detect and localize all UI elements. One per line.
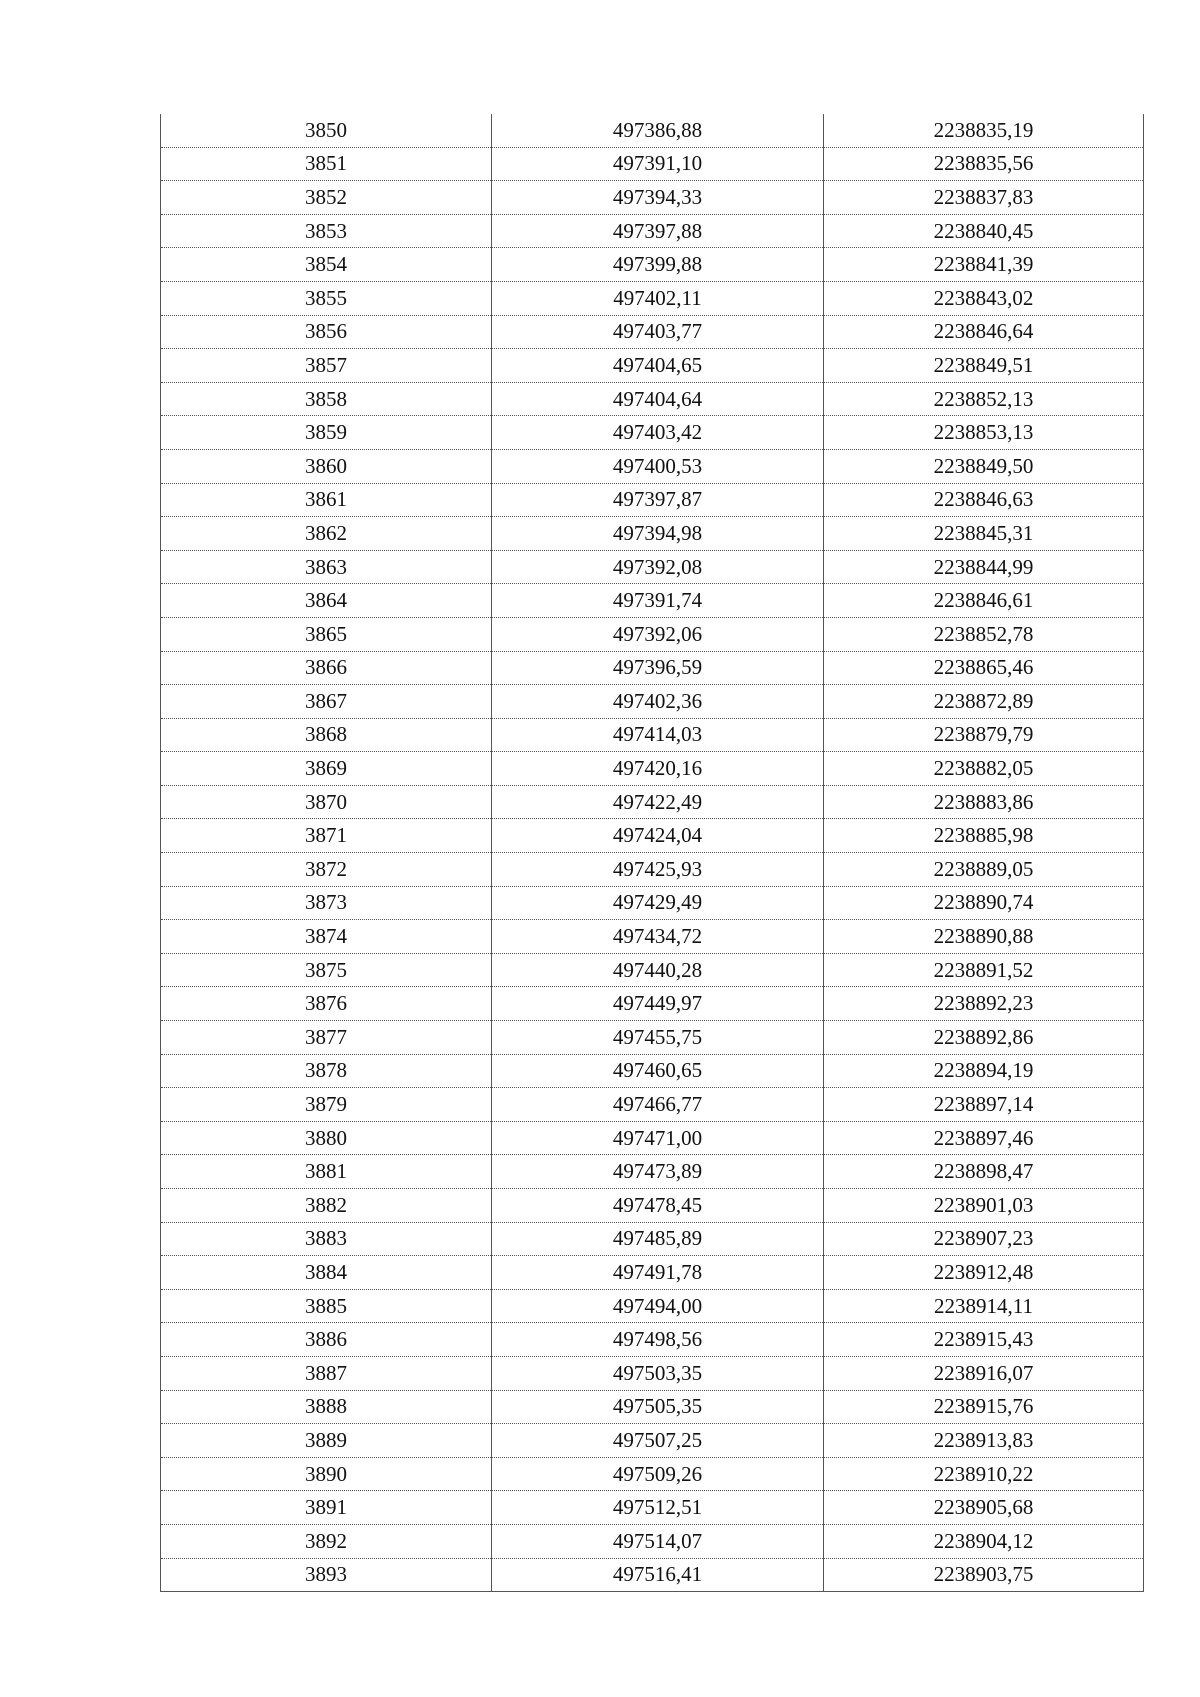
y-coordinate-cell: 2238903,75 [824,1558,1144,1592]
x-coordinate-cell: 497402,36 [492,685,824,719]
point-number-cell: 3891 [161,1491,492,1525]
x-coordinate-cell: 497424,04 [492,819,824,853]
table-row [161,853,1144,887]
point-number-cell: 3868 [161,718,492,752]
x-coordinate-cell: 497392,06 [492,617,824,651]
x-coordinate-cell: 497491,78 [492,1256,824,1290]
x-coordinate-cell: 497394,98 [492,517,824,551]
point-number-cell: 3867 [161,685,492,719]
point-number-cell: 3874 [161,920,492,954]
table-row [161,1088,1144,1122]
x-coordinate-cell: 497494,00 [492,1289,824,1323]
y-coordinate-cell: 2238901,03 [824,1189,1144,1223]
y-coordinate-cell: 2238840,45 [824,214,1144,248]
y-coordinate-cell: 2238885,98 [824,819,1144,853]
table-row [161,1524,1144,1558]
table-row [161,886,1144,920]
table-row [161,752,1144,786]
y-coordinate-cell: 2238915,43 [824,1323,1144,1357]
table-row [161,449,1144,483]
table-row [161,248,1144,282]
coordinates-table [160,114,1144,1592]
y-coordinate-cell: 2238914,11 [824,1289,1144,1323]
point-number-cell: 3851 [161,147,492,181]
table-row [161,1424,1144,1458]
x-coordinate-cell: 497403,42 [492,416,824,450]
y-coordinate-cell: 2238872,89 [824,685,1144,719]
x-coordinate-cell: 497403,77 [492,315,824,349]
y-coordinate-cell: 2238883,86 [824,785,1144,819]
y-coordinate-cell: 2238849,50 [824,449,1144,483]
point-number-cell: 3881 [161,1155,492,1189]
y-coordinate-cell: 2238846,63 [824,483,1144,517]
x-coordinate-cell: 497414,03 [492,718,824,752]
table-row [161,1054,1144,1088]
point-number-cell: 3860 [161,449,492,483]
point-number-cell: 3871 [161,819,492,853]
table-row [161,617,1144,651]
x-coordinate-cell: 497514,07 [492,1524,824,1558]
coordinates-table-body [161,114,1144,1592]
point-number-cell: 3862 [161,517,492,551]
y-coordinate-cell: 2238915,76 [824,1390,1144,1424]
table-row [161,349,1144,383]
x-coordinate-cell: 497473,89 [492,1155,824,1189]
table-row [161,685,1144,719]
point-number-cell: 3879 [161,1088,492,1122]
table-row [161,517,1144,551]
table-row [161,819,1144,853]
x-coordinate-cell: 497498,56 [492,1323,824,1357]
x-coordinate-cell: 497429,49 [492,886,824,920]
table-row [161,416,1144,450]
y-coordinate-cell: 2238912,48 [824,1256,1144,1290]
x-coordinate-cell: 497503,35 [492,1356,824,1390]
y-coordinate-cell: 2238890,88 [824,920,1144,954]
point-number-cell: 3877 [161,1021,492,1055]
point-number-cell: 3887 [161,1356,492,1390]
point-number-cell: 3859 [161,416,492,450]
table-row [161,114,1144,147]
table-row [161,214,1144,248]
point-number-cell: 3889 [161,1424,492,1458]
y-coordinate-cell: 2238898,47 [824,1155,1144,1189]
table-row [161,1155,1144,1189]
y-coordinate-cell: 2238843,02 [824,281,1144,315]
x-coordinate-cell: 497392,08 [492,550,824,584]
x-coordinate-cell: 497449,97 [492,987,824,1021]
y-coordinate-cell: 2238846,61 [824,584,1144,618]
x-coordinate-cell: 497485,89 [492,1222,824,1256]
y-coordinate-cell: 2238904,12 [824,1524,1144,1558]
y-coordinate-cell: 2238905,68 [824,1491,1144,1525]
x-coordinate-cell: 497466,77 [492,1088,824,1122]
point-number-cell: 3857 [161,349,492,383]
point-number-cell: 3885 [161,1289,492,1323]
y-coordinate-cell: 2238849,51 [824,349,1144,383]
x-coordinate-cell: 497512,51 [492,1491,824,1525]
x-coordinate-cell: 497399,88 [492,248,824,282]
table-row [161,953,1144,987]
y-coordinate-cell: 2238865,46 [824,651,1144,685]
point-number-cell: 3892 [161,1524,492,1558]
point-number-cell: 3882 [161,1189,492,1223]
x-coordinate-cell: 497404,64 [492,382,824,416]
y-coordinate-cell: 2238845,31 [824,517,1144,551]
point-number-cell: 3852 [161,181,492,215]
point-number-cell: 3864 [161,584,492,618]
point-number-cell: 3856 [161,315,492,349]
point-number-cell: 3854 [161,248,492,282]
y-coordinate-cell: 2238907,23 [824,1222,1144,1256]
table-row [161,1289,1144,1323]
point-number-cell: 3886 [161,1323,492,1357]
point-number-cell: 3863 [161,550,492,584]
x-coordinate-cell: 497394,33 [492,181,824,215]
table-row [161,1390,1144,1424]
y-coordinate-cell: 2238910,22 [824,1457,1144,1491]
table-row [161,1558,1144,1592]
point-number-cell: 3878 [161,1054,492,1088]
point-number-cell: 3872 [161,853,492,887]
table-row [161,550,1144,584]
point-number-cell: 3870 [161,785,492,819]
table-row [161,1356,1144,1390]
x-coordinate-cell: 497505,35 [492,1390,824,1424]
y-coordinate-cell: 2238879,79 [824,718,1144,752]
table-row [161,584,1144,618]
table-row [161,651,1144,685]
point-number-cell: 3875 [161,953,492,987]
table-row [161,315,1144,349]
x-coordinate-cell: 497391,10 [492,147,824,181]
y-coordinate-cell: 2238852,78 [824,617,1144,651]
point-number-cell: 3853 [161,214,492,248]
point-number-cell: 3850 [161,114,492,147]
y-coordinate-cell: 2238846,64 [824,315,1144,349]
x-coordinate-cell: 497471,00 [492,1121,824,1155]
y-coordinate-cell: 2238897,46 [824,1121,1144,1155]
point-number-cell: 3869 [161,752,492,786]
table-row [161,1121,1144,1155]
y-coordinate-cell: 2238894,19 [824,1054,1144,1088]
table-row [161,1256,1144,1290]
y-coordinate-cell: 2238844,99 [824,550,1144,584]
x-coordinate-cell: 497397,87 [492,483,824,517]
point-number-cell: 3873 [161,886,492,920]
x-coordinate-cell: 497422,49 [492,785,824,819]
point-number-cell: 3880 [161,1121,492,1155]
y-coordinate-cell: 2238852,13 [824,382,1144,416]
y-coordinate-cell: 2238882,05 [824,752,1144,786]
table-row [161,281,1144,315]
table-row [161,920,1144,954]
point-number-cell: 3866 [161,651,492,685]
y-coordinate-cell: 2238835,56 [824,147,1144,181]
y-coordinate-cell: 2238916,07 [824,1356,1144,1390]
x-coordinate-cell: 497507,25 [492,1424,824,1458]
x-coordinate-cell: 497509,26 [492,1457,824,1491]
y-coordinate-cell: 2238913,83 [824,1424,1144,1458]
table-row [161,1222,1144,1256]
x-coordinate-cell: 497425,93 [492,853,824,887]
table-row [161,785,1144,819]
x-coordinate-cell: 497478,45 [492,1189,824,1223]
x-coordinate-cell: 497400,53 [492,449,824,483]
x-coordinate-cell: 497391,74 [492,584,824,618]
table-row [161,1189,1144,1223]
x-coordinate-cell: 497386,88 [492,114,824,147]
x-coordinate-cell: 497516,41 [492,1558,824,1592]
x-coordinate-cell: 497455,75 [492,1021,824,1055]
table-row [161,147,1144,181]
x-coordinate-cell: 497434,72 [492,920,824,954]
x-coordinate-cell: 497420,16 [492,752,824,786]
point-number-cell: 3890 [161,1457,492,1491]
table-row [161,483,1144,517]
y-coordinate-cell: 2238892,86 [824,1021,1144,1055]
table-row [161,1491,1144,1525]
point-number-cell: 3876 [161,987,492,1021]
table-row [161,1021,1144,1055]
table-row [161,1323,1144,1357]
y-coordinate-cell: 2238891,52 [824,953,1144,987]
y-coordinate-cell: 2238892,23 [824,987,1144,1021]
x-coordinate-cell: 497402,11 [492,281,824,315]
y-coordinate-cell: 2238837,83 [824,181,1144,215]
table-row [161,181,1144,215]
y-coordinate-cell: 2238853,13 [824,416,1144,450]
point-number-cell: 3888 [161,1390,492,1424]
point-number-cell: 3855 [161,281,492,315]
y-coordinate-cell: 2238890,74 [824,886,1144,920]
x-coordinate-cell: 497440,28 [492,953,824,987]
point-number-cell: 3865 [161,617,492,651]
point-number-cell: 3858 [161,382,492,416]
x-coordinate-cell: 497397,88 [492,214,824,248]
point-number-cell: 3883 [161,1222,492,1256]
y-coordinate-cell: 2238897,14 [824,1088,1144,1122]
table-row [161,382,1144,416]
point-number-cell: 3884 [161,1256,492,1290]
y-coordinate-cell: 2238889,05 [824,853,1144,887]
x-coordinate-cell: 497404,65 [492,349,824,383]
table-row [161,987,1144,1021]
point-number-cell: 3893 [161,1558,492,1592]
x-coordinate-cell: 497396,59 [492,651,824,685]
table-row [161,718,1144,752]
y-coordinate-cell: 2238841,39 [824,248,1144,282]
y-coordinate-cell: 2238835,19 [824,114,1144,147]
point-number-cell: 3861 [161,483,492,517]
x-coordinate-cell: 497460,65 [492,1054,824,1088]
table-row [161,1457,1144,1491]
